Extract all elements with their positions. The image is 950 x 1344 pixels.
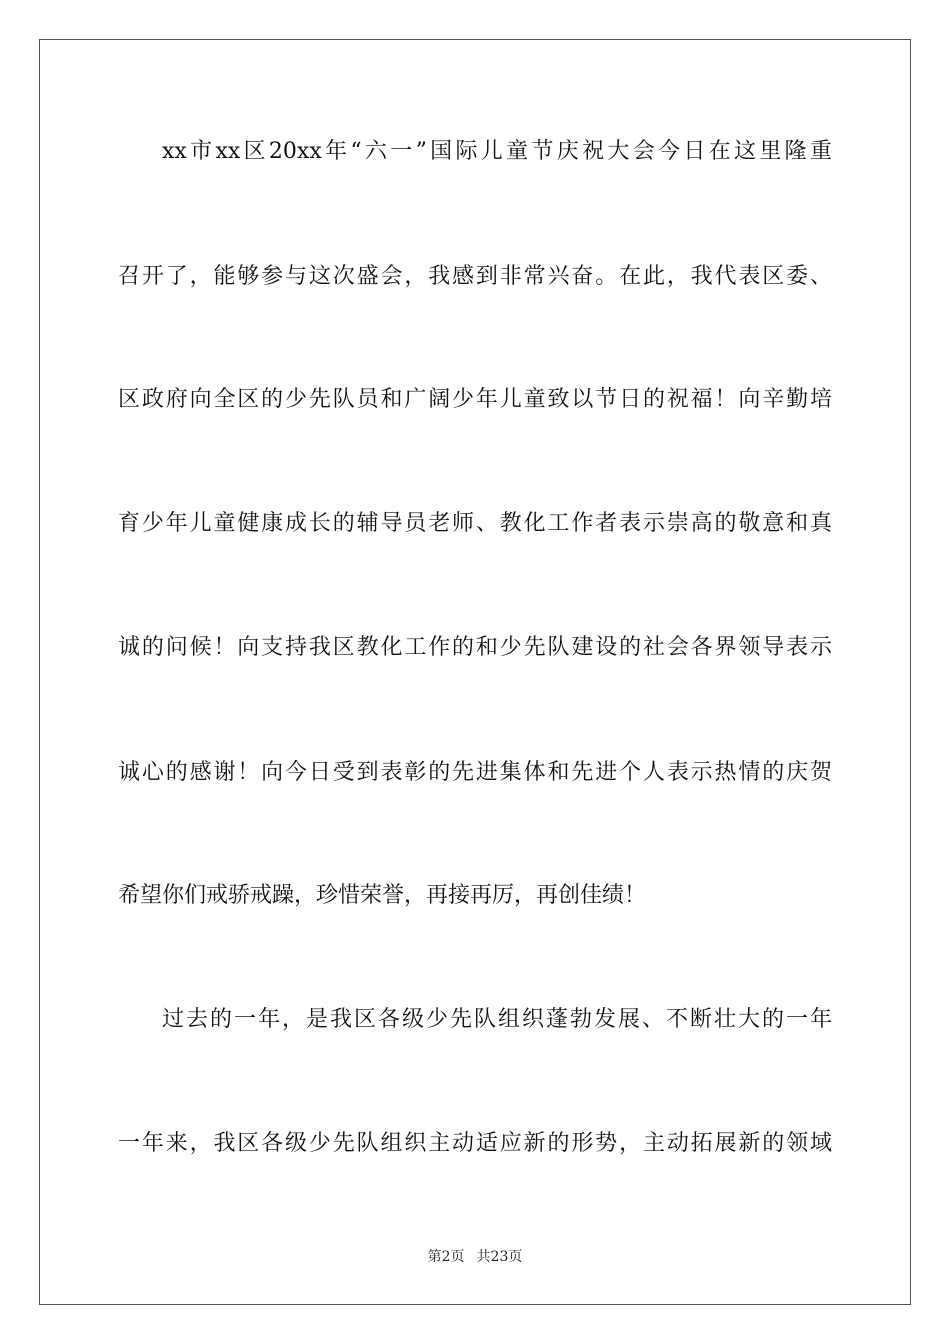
paragraph-2-line-1: 过去的一年，是我区各级少先队组织蓬勃发展、不断壮大的一年 <box>162 1007 832 1032</box>
total-pages: 共23页 <box>476 1249 523 1265</box>
page-border <box>39 39 911 1305</box>
paragraph-1-line-7: 希望你们戒骄戒躁，珍惜荣誉，再接再厉，再创佳绩！ <box>118 883 647 908</box>
page-number: 第2页 <box>427 1249 465 1265</box>
paragraph-2-line-2: 一年来，我区各级少先队组织主动适应新的形势，主动拓展新的领域 <box>118 1131 832 1156</box>
paragraph-1-line-1: xx市xx区20xx年“六一”国际儿童节庆祝大会今日在这里隆重 <box>162 139 832 164</box>
paragraph-1-line-5: 诚的问候！向支持我区教化工作的和少先队建设的社会各界领导表示 <box>118 635 832 660</box>
paragraph-1-line-3: 区政府向全区的少先队员和广阔少年儿童致以节日的祝福！向辛勤培 <box>118 387 832 412</box>
paragraph-1-line-4: 育少年儿童健康成长的辅导员老师、教化工作者表示崇高的敬意和真 <box>118 511 832 536</box>
paragraph-1-line-2: 召开了，能够参与这次盛会，我感到非常兴奋。在此，我代表区委、 <box>118 264 832 289</box>
page-footer <box>0 1248 950 1266</box>
paragraph-1-line-6: 诚心的感谢！向今日受到表彰的先进集体和先进个人表示热情的庆贺 <box>118 760 832 785</box>
